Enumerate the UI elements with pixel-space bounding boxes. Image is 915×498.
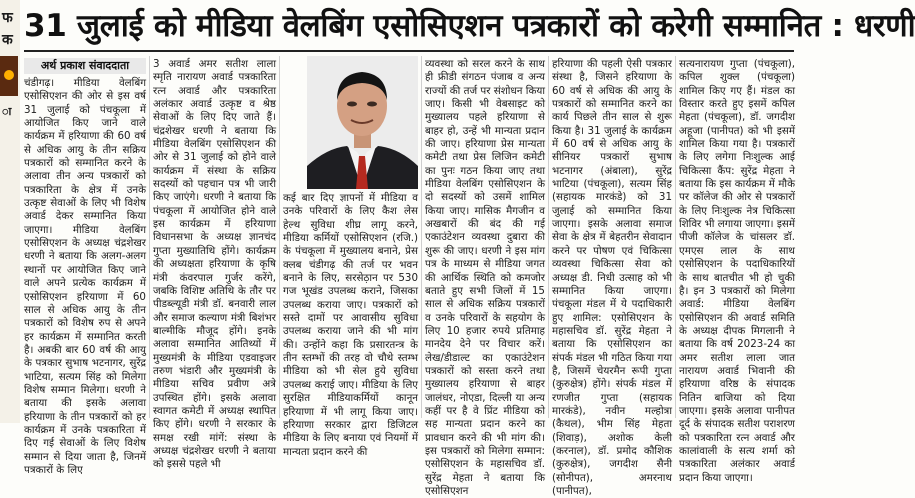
column-text: 3 अवार्ड अमर सतीश लाला स्मृति नारायण अवार्ड पत्रकारिता रत्न अवार्ड और पत्रकारिता अलंकार अवार्ड उत्कृष्ट व श्रेष्ठ सेवाओं के लिए दिए जाते हैं। चंद्रशेखर धरणी ने बताया कि मीडिया वेलबिंग एसोसिएशन की ओर से 31 जुलाई को होने वाले कार्यक्रम में संस्था के सक्रिय सदस्यों को पहचान पत्र भी जारी किए जाएंगे। धरणी ने बताया कि पंचकूला में आयोजित होने वाले इस कार्यक्रम में हरियाणा विधानसभा के अध्यक्ष ज्ञानचंद गुप्ता मुख्यातिथि होंगे। कार्यक्रम की अध्यक्षता हरियाणा के कृषि मंत्री कंवरपाल गुर्जर करेंगे, जबकि विशिष्ट अतिथि के तौर पर पीडब्ल्यूडी मंत्री डॉ. बनवारी लाल और समाज कल्याण मंत्री बिशंभर बाल्मीकि मौजूद होंगे। इनके अलावा सम्मानित आतिथ्यों में मुख्यमंत्री के मीडिया एडवाइजर तरुण भंडारी और मुख्यमंत्री के मीडिया सचिव प्रवीण अत्रे उपस्थित होंगे। इसके अलावा स्वागत कमेटी में अध्यक्ष स्थापित किए होंगे। धरणी ने सरकार के समक्ष रखी मांगें: संस्था के अध्यक्ष चंद्रशेखर धरणी ने बताया को इससे पहले भी	[153, 58, 276, 471]
headline: 31 जुलाई को मीडिया वेलबिंग एसोसिएशन पत्रकारों को करेगी सम्मानित : धरणी	[24, 8, 915, 44]
edge-photo-light	[4, 70, 14, 80]
column-text: सत्यनारायण गुप्ता (पंचकूला), कपिल शुक्ल (पंचकूला) शामिल किए गए हैं। मंडल का विस्तार करते हुए इसमें कपिल मेहता (पंचकूला), डॉ. जगदीश अहूजा (पानीपत) को भी इसमें शामिल किया गया है। पत्रकारों के लिए लगेगा निःशुल्क आई चिकित्सा कैंप: सुरेंद्र मेहता ने बताया कि इस कार्यक्रम में मौके पर कॉलेज की ओर से पत्रकारों के लिए निःशुल्क नेत्र चिकित्सा शिविर भी लगाया जाएगा। इसमें पीजी कॉलेज के चांसलर डॉ. एमएस लाल के साथ एसोसिएशन के पदाधिकारियों के साथ बातचीत भी हो चुकी है। इन 3 पत्रकारों को मिलेगा अवार्ड: मीडिया वेलबिंग एसोसिएशन की अवार्ड समिति के अध्यक्ष दीपक मिगलानी ने बताया कि वर्ष 2023-24 का अमर सतीश लाला जात नारायण अवार्ड भिवानी की हरियाणा वरिष्ठ के संपादक नितिन बाजिया को दिया जाएगा। इसके अलावा पानीपत दूर्द के संपादक सतीश पराशरण को पत्रकारिता रत्न अवार्ड और कालांवाली के सत्य शर्मा को पत्रकारिता अलंकार अवार्ड प्रदान किया जाएगा।	[679, 58, 795, 484]
adjacent-article-edge	[0, 0, 20, 423]
article-column-1	[24, 58, 146, 476]
article-column-4	[425, 58, 545, 497]
edge-text: क	[2, 32, 13, 48]
article-column-3	[283, 192, 418, 458]
edge-text: ा	[2, 105, 12, 118]
byline: अर्थ प्रकाश संवाददाता	[24, 58, 146, 74]
column-rule	[548, 56, 549, 418]
article-column-5	[552, 58, 672, 497]
article-column-6	[679, 58, 795, 484]
edge-text: फ	[2, 10, 13, 26]
column-rule	[675, 56, 676, 418]
headline-rule	[24, 50, 794, 52]
portrait-photo	[307, 56, 418, 189]
column-text: चंडीगढ़। मीडिया वेलबिंग एसोसिएशन की ओर से इस वर्ष 31 जुलाई को पंचकूला में आयोजित किए जाने वाले कार्यक्रम में हरियाणा की 60 वर्ष से अधिक आयु के तीन सक्रिय पत्रकारों को सम्मानित करने के अलावा तीन अन्य पत्रकारों को पत्रकारिता के क्षेत्र में उनके उत्कृष्ट सेवाओं के लिए भी विशेष अवार्ड देकर सम्मानित किया जाएगा। मीडिया वेलबिंग एसोसिएशन के अध्यक्ष चंद्रशेखर धरणी ने बताया कि अलग-अलग स्थानों पर आयोजित किए जाने वाले अपने प्रत्येक कार्यक्रम में एसोसिएशन हरियाणा में 60 साल से अधिक आयु के तीन पत्रकारों को विशेष रुप से अपने हर कार्यक्रम में सम्मानित करती है। अबकी बार 60 वर्ष की आयु के पत्रकार सुभाष भटनागर, सुरेंद्र भाटिया, सत्यम सिंह को मिलेगा विशेष सम्मान मिलेगा। धरणी ने बताया की इसके अलावा हरियाणा के तीन पत्रकारों को हर कार्यक्रम में उनके पत्रकारिता में दिए गई सेवाओं के लिए विशेष सम्मान से दिया जाता है, जिनमें पत्रकारों के लिए	[24, 77, 146, 476]
column-text: कई बार दिए ज्ञापनों में मीडिया व उनके परिवारों के लिए कैश लेस हेल्थ सुविधा शीघ्र लागू करने, मीडिया कर्मियों एसोसिएशन (रजि.) के पंचकूला में मुख्यालय बनाने, प्रेस क्लब चंडीगढ़ की तर्ज पर भवन बनाने के लिए, सरसेठ़ान पर 530 गज भूखंड उपलब्ध कराने, जिसका उपलब्ध कराया जाए। पत्रकारों को सस्ते दामों पर आवासीय सुविधा उपलब्ध कराया जाने की भी मांग की। उन्होंने कहा कि प्रसारतन्त्र के तीन स्तम्भों की तरह वो चौथे स्तम्भ मीडिया को भी सेल हुये सुविधा उपलब्ध कराई जाए। मीडिया के लिए सुरक्षित मीडियाकर्मियों कानून हरियाणा में भी लागू किया जाए। हरियाणा सरकार द्वारा डिजिटल मीडिया के लिए बनाया एवं नियमों में मान्यता प्रदान करने की	[283, 192, 418, 458]
column-text: व्यवस्था को सरल करने के साथ ही फ्रीडी संगठन पंजाब व अन्य राज्यों की तर्ज पर संशोधन किया जाए। किसी भी वेबसाइट को मुख्यालय पहले हरियाणा से बाहर हो, उन्हें भी मान्यता प्रदान की जाए। हरियाणा प्रेस मान्यता कमेटी तथा प्रेस लिजिन कमेटी का पुनः गठन किया जाए तथा मीडिया वेलबिंग एसोसिएशन के दो सदस्यों को उसमें शामिल किया जाए। मासिक मैगजीन व अखबारों की बंद की गई एकाउंटेशन व्यवस्था दुबारा की शुरू की जाए। धरणी ने इस मांग पत्र के माध्यम से मीडिया जगत की आर्थिक स्थिति को कमजोर बताते हुए सभी जिलों में 15 साल से अधिक सक्रिय पत्रकारों व उनके परिवारों के सहयोग के लिए 10 हजार रुपये प्रतिमाह मानदेय देने पर विचार करें। लेख/डीडाल्ट का एकाउंटेशन पत्रकारों को सस्ता करने तथा मुख्यालय हरियाणा से बाहर जालंधर, नोएडा, दिल्ली या अन्य कहीं पर है वे प्रिंट मीडिया को सह मान्यता प्रदान करने का प्रावधान करने की भी मांग की। इस पत्रकारों को मिलेगा सम्मान: एसोसिएशन के महासचिव डॉ. सुरेंद्र मेहता ने बताया कि एसोसिएशन	[425, 58, 545, 497]
article-column-2	[153, 58, 276, 471]
column-text: हरियाणा की पहली ऐसी पत्रकार संस्था है, जिसने हरियाणा के 60 वर्ष से अधिक की आयु के पत्रकारों को सम्मानित करने का कार्य पिछले तीन साल से शुरू किया है। 31 जुलाई के कार्यक्रम में 60 वर्ष से अधिक आयु के सीनियर पत्रकारों सुभाष भटनागर (अंबाला), सुरेंद्र भाटिया (पंचकूला), सत्यम सिंह (सहायक मारकंडे) को 31 जुलाई को सम्मानित किया जाएगा। इसके अलावा समाज सेवा के क्षेत्र में बेहतरीन सेवादान करने पर पोषण एवं चिकित्सा व्यवस्था चिकित्सा सेवा को अध्यक्ष डी. निधी उत्साह को भी सम्मानित किया जाएगा। पंचकूला मंडल में ये पदाधिकारी हुए शामिल: एसोसिएशन के महासचिव डॉ. सुरेंद्र मेहता ने बताया कि एसोसिएशन का संपर्क मंडल भी गठित किया गया है, जिसमें चेयरमैन रूपी गुप्ता (कुरुक्षेत्र) होंगे। संपर्क मंडल में रणजीत गुप्ता (सहायक मारकंडे), नवीन मल्होत्रा (कैथल), भीम सिंह मेहता (शिवाड़), अशोक केली (करनाल), डॉ. प्रमोद कौशिक (कुरुक्षेत्र), जगदीश सैनी (सोनीपत), अमरनाथ (पानीपत),	[552, 58, 672, 497]
person-photo	[307, 56, 418, 189]
column-rule	[279, 56, 280, 418]
column-rule	[421, 56, 422, 418]
column-rule	[149, 56, 150, 418]
